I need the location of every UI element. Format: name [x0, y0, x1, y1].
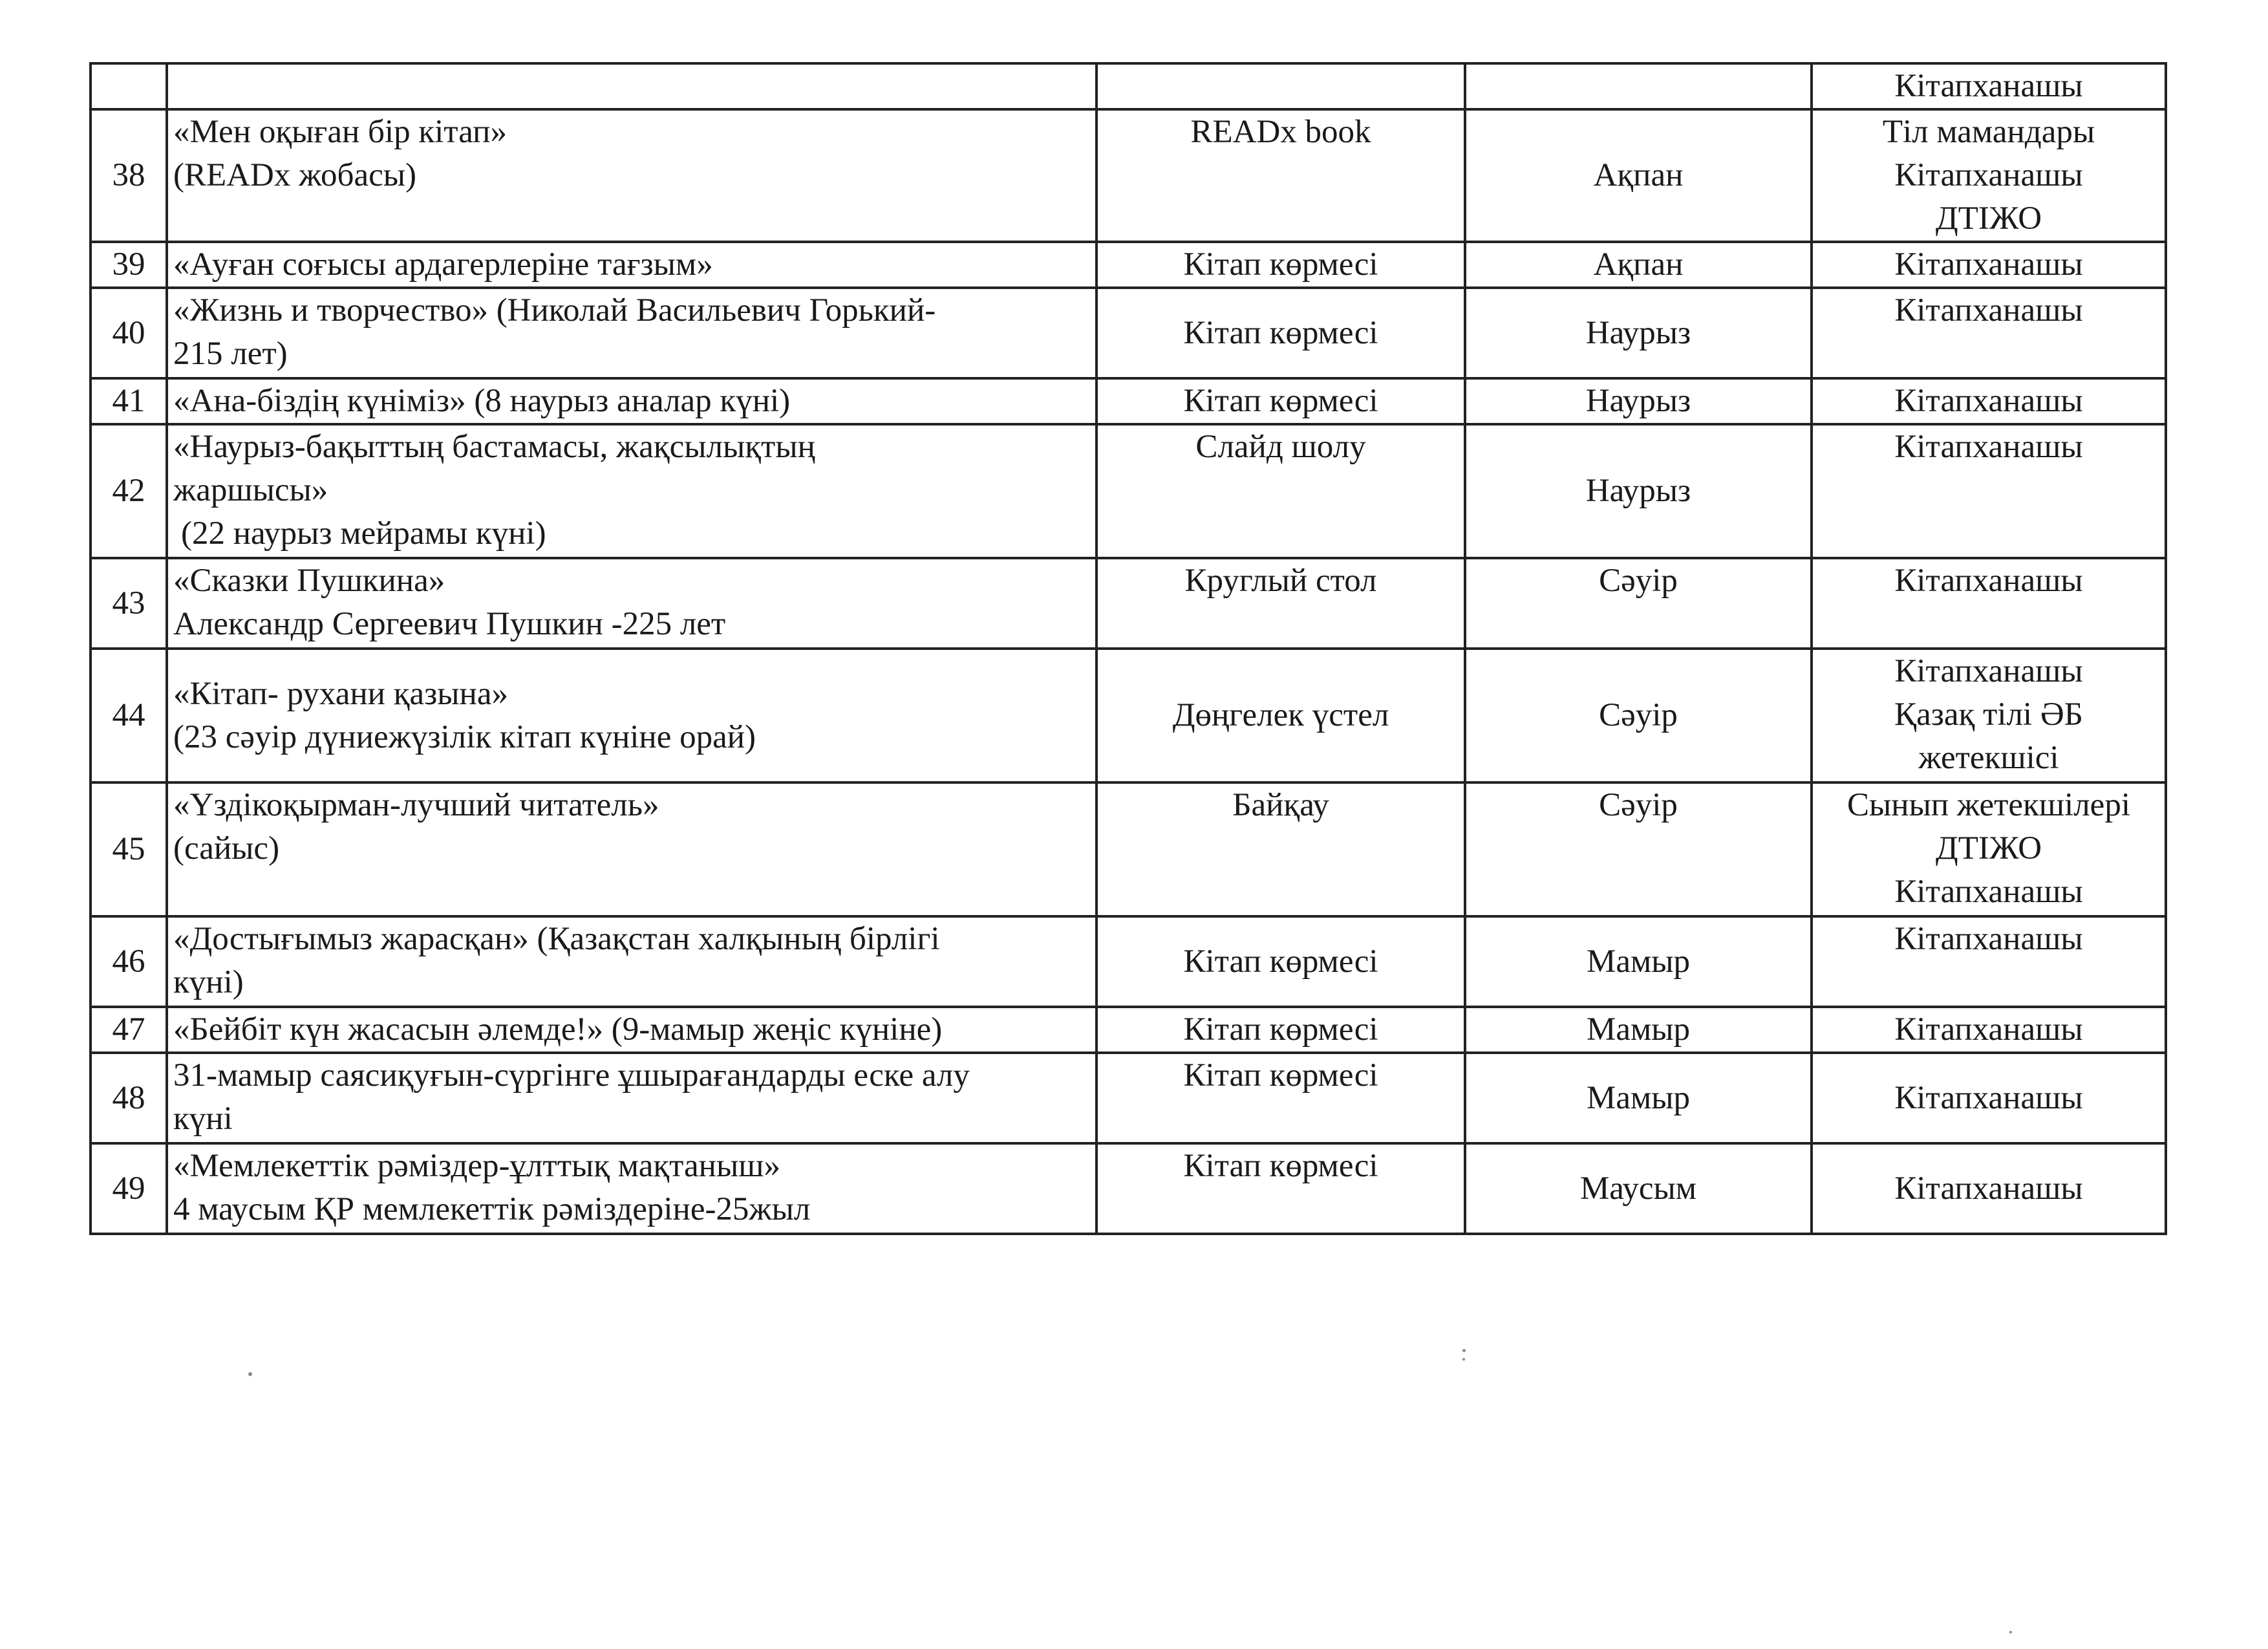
responsible-cell: [1812, 782, 2166, 916]
responsible-text: Кітапханашы: [1894, 157, 2083, 193]
table-row: [91, 1143, 2166, 1234]
scan-speck: [1462, 1349, 1466, 1352]
events-table: [89, 62, 2167, 1235]
title-cell: [167, 782, 1097, 916]
title-line: (сайыс): [173, 830, 280, 867]
responsible-cell: [1812, 558, 2166, 649]
responsible-text: Кітапханашы: [1894, 874, 2083, 910]
row-number-cell: 46: [91, 916, 167, 1007]
title-line: (23 сәуір дүниежүзілік кітап күніне орай): [173, 718, 756, 755]
responsible-text: Сынып жетекшілері: [1847, 787, 2130, 823]
responsible-cell: [1812, 288, 2166, 378]
period-cell: Наурыз: [1465, 424, 1812, 558]
responsible-text: ДТІЖО: [1935, 830, 2042, 867]
title-line: күні): [173, 964, 244, 1000]
responsible-text: Кітапханашы: [1894, 1079, 2083, 1116]
responsible-text: Кітапханашы: [1894, 292, 2083, 329]
form-cell: Слайд шолу: [1097, 424, 1465, 558]
title-cell: [167, 1053, 1097, 1143]
document-page: [89, 62, 2165, 1235]
title-line: «Наурыз-бақыттың бастамасы, жақсылықтың: [173, 429, 815, 465]
form-cell: Кітап көрмесі: [1097, 288, 1465, 378]
period-cell: Мамыр: [1465, 1053, 1812, 1143]
row-number-cell: 38: [91, 109, 167, 242]
responsible-text: жетекшісі: [1918, 740, 2059, 776]
title-line: «Мемлекеттік рәміздер-ұлттық мақтаныш»: [173, 1148, 780, 1184]
row-number-cell: 45: [91, 782, 167, 916]
title-line: Александр Сергеевич Пушкин -225 лет: [173, 606, 726, 642]
form-cell: Кітап көрмесі: [1097, 1007, 1465, 1053]
title-cell: [167, 424, 1097, 558]
responsible-cell: [1812, 649, 2166, 782]
form-cell: READx book: [1097, 109, 1465, 242]
title-line: 215 лет): [173, 336, 288, 372]
title-line: «Мен оқыған бір кітап»: [173, 114, 507, 150]
table-row: [91, 424, 2166, 558]
period-cell: [1465, 63, 1812, 109]
title-cell: [167, 649, 1097, 782]
row-number-cell: 48: [91, 1053, 167, 1143]
responsible-text: Кітапханашы: [1894, 383, 2083, 419]
scan-speck: [1462, 1358, 1465, 1361]
title-line: (22 наурыз мейрамы күні): [181, 515, 546, 552]
period-cell: Ақпан: [1465, 109, 1812, 242]
responsible-text: ДТІЖО: [1935, 200, 2042, 237]
row-number-cell: 39: [91, 242, 167, 288]
responsible-text: Кітапханашы: [1894, 1011, 2083, 1048]
table-row: [91, 916, 2166, 1007]
form-cell: Кітап көрмесі: [1097, 1053, 1465, 1143]
scan-speck: [248, 1372, 252, 1376]
period-cell: Мамыр: [1465, 916, 1812, 1007]
title-cell: [167, 242, 1097, 288]
table-row: [91, 378, 2166, 424]
title-line: «Кітап- рухани қазына»: [173, 675, 508, 712]
title-line: «Сказки Пушкина»: [173, 563, 445, 599]
row-number-cell: 41: [91, 378, 167, 424]
responsible-cell: [1812, 242, 2166, 288]
responsible-cell: [1812, 378, 2166, 424]
scan-speck: [2009, 1631, 2012, 1633]
table-row: [91, 63, 2166, 109]
title-line: жаршысы»: [173, 472, 328, 508]
title-line: «Бейбіт күн жасасын әлемде!» (9-мамыр жеңіс күніне): [173, 1011, 943, 1048]
row-number-cell: 40: [91, 288, 167, 378]
row-number-cell: 44: [91, 649, 167, 782]
title-line: «Жизнь и творчество» (Николай Васильевич Горький-: [173, 292, 936, 329]
title-line: «Достығымыз жарасқан» (Қазақстан халқының бірлігі: [173, 921, 940, 957]
responsible-text: Тіл мамандары: [1882, 114, 2095, 150]
title-cell: [167, 1007, 1097, 1053]
period-cell: Маусым: [1465, 1143, 1812, 1234]
row-number-cell: 42: [91, 424, 167, 558]
responsible-text: Кітапханашы: [1894, 653, 2083, 689]
title-cell: [167, 378, 1097, 424]
period-cell: Сәуір: [1465, 649, 1812, 782]
responsible-text: Кітапханашы: [1894, 563, 2083, 599]
form-cell: Кітап көрмесі: [1097, 242, 1465, 288]
period-cell: Сәуір: [1465, 558, 1812, 649]
title-line: «Ана-біздің күніміз» (8 наурыз аналар күні): [173, 383, 791, 419]
period-cell: Мамыр: [1465, 1007, 1812, 1053]
title-cell: [167, 558, 1097, 649]
form-cell: Дөңгелек үстел: [1097, 649, 1465, 782]
responsible-text: Кітапханашы: [1894, 921, 2083, 957]
period-cell: Ақпан: [1465, 242, 1812, 288]
title-cell: [167, 63, 1097, 109]
table-row: [91, 782, 2166, 916]
title-cell: [167, 288, 1097, 378]
title-cell: [167, 109, 1097, 242]
period-cell: Сәуір: [1465, 782, 1812, 916]
title-line: күні: [173, 1101, 233, 1137]
responsible-cell: [1812, 1053, 2166, 1143]
title-line: «Үздікоқырман-лучший читатель»: [173, 787, 659, 823]
responsible-cell: [1812, 109, 2166, 242]
form-cell: Кітап көрмесі: [1097, 378, 1465, 424]
responsible-cell: [1812, 1143, 2166, 1234]
responsible-cell: [1812, 424, 2166, 558]
responsible-text: Кітапханашы: [1894, 246, 2083, 283]
responsible-cell: [1812, 1007, 2166, 1053]
table-row: [91, 649, 2166, 782]
table-row: [91, 288, 2166, 378]
table-row: [91, 558, 2166, 649]
period-cell: Наурыз: [1465, 378, 1812, 424]
title-line: «Ауған соғысы ардагерлеріне тағзым»: [173, 246, 713, 283]
responsible-cell: [1812, 63, 2166, 109]
title-line: 31-мамыр саясиқуғын-сүргінге ұшырағандарды еске алу: [173, 1057, 970, 1094]
responsible-cell: [1812, 916, 2166, 1007]
form-cell: Кітап көрмесі: [1097, 916, 1465, 1007]
responsible-text: Кітапханашы: [1894, 1170, 2083, 1207]
title-cell: [167, 916, 1097, 1007]
table-row: [91, 1007, 2166, 1053]
table-row: [91, 242, 2166, 288]
row-number-cell: 49: [91, 1143, 167, 1234]
form-cell: Байқау: [1097, 782, 1465, 916]
row-number-cell: 43: [91, 558, 167, 649]
responsible-text: Кітапханашы: [1894, 429, 2083, 465]
form-cell: Круглый стол: [1097, 558, 1465, 649]
row-number-cell: 47: [91, 1007, 167, 1053]
table-row: [91, 1053, 2166, 1143]
period-cell: Наурыз: [1465, 288, 1812, 378]
form-cell: Кітап көрмесі: [1097, 1143, 1465, 1234]
form-cell: [1097, 63, 1465, 109]
responsible-text: Кітапханашы: [1894, 68, 2083, 104]
title-cell: [167, 1143, 1097, 1234]
table-row: [91, 109, 2166, 242]
title-line: 4 маусым ҚР мемлекеттік рәміздеріне-25жыл: [173, 1191, 811, 1227]
row-number-cell: [91, 63, 167, 109]
title-line: (READx жобасы): [173, 157, 417, 193]
responsible-text: Қазақ тілі ӘБ: [1894, 696, 2083, 733]
